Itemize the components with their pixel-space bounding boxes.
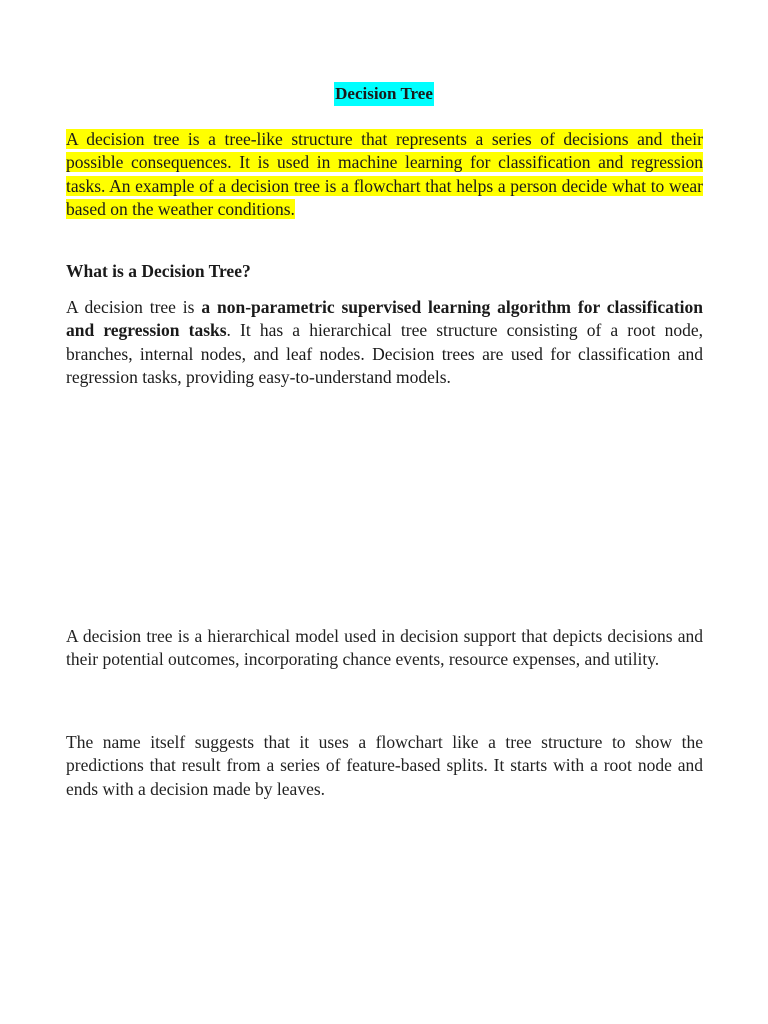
definition-paragraph bbox=[66, 296, 703, 390]
section-heading: What is a Decision Tree? bbox=[66, 261, 251, 281]
title-container bbox=[0, 82, 768, 106]
definition-rest-text: . It has a hierarchical tree structure consisting of a root node, branches, internal nodes, and leaf nodes. Decision trees are used for classification and regression tasks, providing easy-to-understand models. bbox=[66, 320, 703, 388]
document-title: Decision Tree bbox=[334, 82, 434, 106]
definition-bold-text: a non-parametric supervised learning algorithm for classification and regression tasks bbox=[66, 297, 704, 341]
intro-paragraph bbox=[66, 128, 703, 222]
intro-highlighted-text: A decision tree is a tree-like structure that represents a series of decisions and their possible consequences. It is used in machine learning for classification and regression tasks. An example of a decision tree is a flowchart that helps a person decide what to wear based on the weather conditions. bbox=[66, 129, 703, 220]
hierarchical-model-paragraph: A decision tree is a hierarchical model used in decision support that depicts decisions and their potential outcomes, incorporating chance events, resource expenses, and utility. bbox=[66, 626, 703, 670]
flowchart-paragraph: The name itself suggests that it uses a flowchart like a tree structure to show the predictions that result from a series of feature-based splits. It starts with a root node and ends with a decision made by leaves. bbox=[66, 732, 703, 799]
definition-lead-text: A decision tree is bbox=[66, 297, 202, 317]
